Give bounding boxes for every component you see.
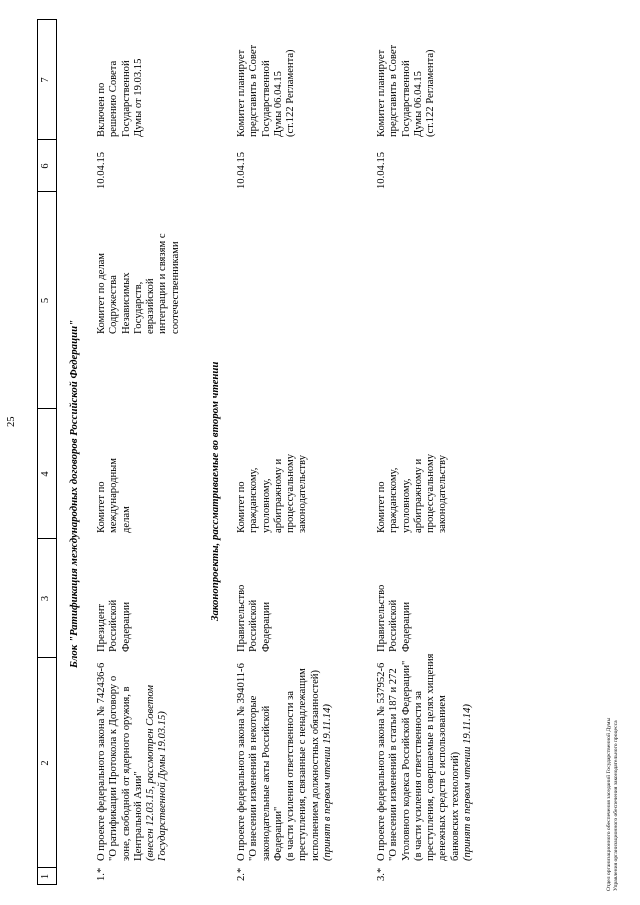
header-col-3: 3 [40, 595, 51, 602]
row-2-bill-description: О проекте федерального закона № 394011-6 "О внесении изменений в некоторые законодательные акты Российской Федерации" (в части усиления ответственности за преступления, связанные с ненадлежащим исполнением должностных обязанностей) (принят в первом чтении 19.11.14) [236, 663, 334, 861]
row-1-date: 10.04.15 [96, 151, 107, 189]
header-col-7: 7 [40, 77, 51, 83]
row-2-date: 10.04.15 [236, 151, 247, 189]
row-1-initiator: Президент Российской Федерации [96, 599, 132, 652]
header-col-1: 1 [40, 873, 51, 880]
header-top-border [37, 20, 38, 885]
block-title: Блок "Ратификация международных договоров Российской Федерации" [68, 319, 80, 668]
header-col-4: 4 [40, 471, 51, 477]
header-col-2: 2 [40, 760, 51, 766]
header-col-5: 5 [40, 297, 51, 304]
row-2-responsible-committee: Комитет по гражданскому, уголовному, арбитражному и процессуальному законодательству [236, 454, 309, 533]
row-3-responsible-committee: Комитет по гражданскому, уголовному, арбитражному и процессуальному законодательству [376, 454, 449, 533]
section-title: Законопроекты, рассматриваемые во втором чтении [209, 361, 221, 621]
header-bottom-border [56, 20, 57, 885]
row-1-co-committee: Комитет по делам Содружества Независимых Государств, евразийской интеграции и связям с соотечественниками [96, 233, 181, 334]
row-2-initiator: Правительство Российской Федерации [236, 584, 272, 652]
row-2-bill-note: (принят в первом чтении 19.11.14) [322, 704, 334, 861]
row-3-bill-description: О проекте федерального закона № 537952-6 "О внесении изменений в статьи 187 и 272 Уголовного кодекса Российской Федерации" (в части усиления ответственности за преступления, совершаемые в целях хищения денежных средств с использованием банковских технологий) (принят в первом чтении 19.11.14) [376, 653, 474, 861]
footer: Отдел организационного обеспечения заседаний Государственной Думы Управления организационного обеспечения законодательного процесса [606, 717, 619, 891]
row-1-responsible-committee: Комитет по международным делам [96, 458, 132, 533]
row-1-bill-description: О проекте федерального закона № 742436-6 "О ратификации Протокола к Договору о зоне, свободной от ядерного оружия, в Центральной Азии" (внесен 12.03.15, рассмотрен Советом Государственной Думы 19.03.15) [96, 662, 169, 861]
row-1-bill-note: (внесен 12.03.15, рассмотрен Советом Государственной Думы 19.03.15) [145, 685, 169, 861]
row-2-status: Комитет планирует представить в Совет Государственной Думы 06.04.15 (ст.122 Регламента) [236, 44, 297, 137]
page-number: 25 [6, 416, 17, 427]
row-number: 3.* [376, 867, 387, 881]
row-3-date: 10.04.15 [376, 151, 387, 189]
row-number: 1.* [96, 867, 107, 881]
row-3-initiator: Правительство Российской Федерации [376, 584, 412, 652]
row-3-status: Комитет планирует представить в Совет Государственной Думы 06.04.15 (ст.122 Регламента) [376, 44, 437, 137]
row-number: 2.* [236, 867, 247, 881]
header-col-6: 6 [40, 163, 51, 169]
row-3-bill-note: (принят в первом чтении 19.11.14) [462, 704, 474, 861]
row-1-status: Включен по решению Совета Государственной Думы от 19.03.15 [96, 58, 144, 137]
